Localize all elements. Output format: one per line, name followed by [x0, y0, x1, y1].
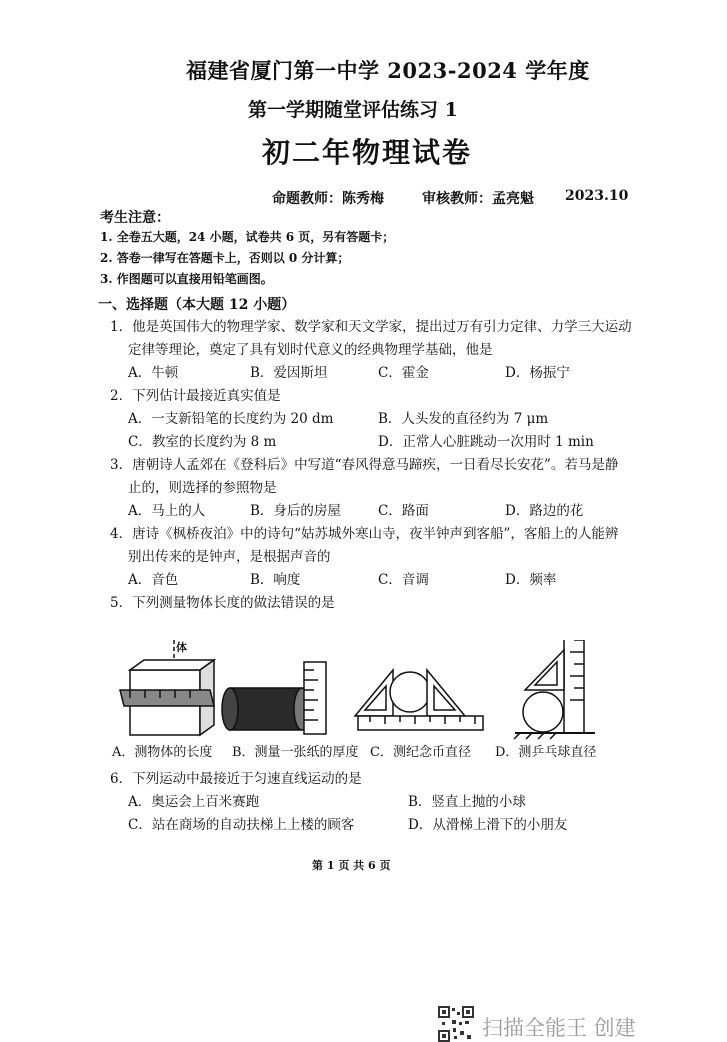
page-title: 初二年物理试卷 — [262, 136, 473, 169]
figure-a-block-ruler — [120, 640, 214, 735]
option-d: D．正常人心脏跳动一次用时 1 min — [378, 434, 594, 450]
option-d: D．路边的花 — [505, 503, 584, 519]
reviewer-label: 审核教师：孟亮魁 — [422, 191, 534, 207]
option-b: B．响度 — [250, 572, 301, 588]
exam-date: 2023.10 — [565, 188, 629, 204]
notes-heading: 考生注意： — [100, 210, 170, 226]
option-b: B．人头发的直径约为 7 μm — [378, 411, 549, 427]
question-stem: 定律等理论，奠定了具有划时代意义的经典物理学基础，他是 — [128, 342, 493, 358]
measurement-figures — [110, 640, 710, 740]
option-c: C．测纪念币直径 — [370, 745, 471, 760]
figure-d-ball-ruler — [514, 640, 595, 739]
page-number: 第 1 页 共 6 页 — [312, 859, 391, 872]
option-c: C．霍金 — [378, 365, 429, 381]
figure-b-paper-roll — [222, 662, 326, 734]
option-d: D．测乒乓球直径 — [495, 745, 597, 760]
question-stem: 4．唐诗《枫桥夜泊》中的诗句“姑苏城外寒山寺，夜半钟声到客船”，客船上的人能辨 — [110, 526, 619, 542]
question-stem: 5．下列测量物体长度的做法错误的是 — [110, 595, 335, 611]
exam-subtitle: 第一学期随堂评估练习 1 — [248, 99, 458, 121]
option-a: A．音色 — [128, 572, 179, 588]
option-a: A．马上的人 — [128, 503, 206, 519]
option-b: B．身后的房屋 — [250, 503, 341, 519]
setter-label: 命题教师：陈秀梅 — [272, 191, 384, 207]
note-item: 2. 答卷一律写在答题卡上，否则以 0 分计算； — [100, 251, 350, 265]
option-a: A．一支新铅笔的长度约为 20 dm — [128, 411, 334, 427]
option-b: B．测量一张纸的厚度 — [232, 745, 359, 760]
note-item: 1. 全卷五大题，24 小题，试卷共 6 页，另有答题卡； — [100, 230, 395, 244]
question-stem: 别出传来的是钟声，是根据声音的 — [128, 549, 331, 565]
note-item: 3. 作图题可以直接用铅笔画图。 — [100, 272, 273, 286]
question-stem: 6．下列运动中最接近于匀速直线运动的是 — [110, 771, 362, 787]
option-c: C．路面 — [378, 503, 429, 519]
figure-c-coin-triangles — [355, 670, 483, 730]
question-stem: 2．下列估计最接近真实值是 — [110, 388, 281, 404]
watermark-text: 扫描全能王 创建 — [482, 1016, 636, 1040]
option-b: B．竖直上抛的小球 — [408, 794, 526, 810]
option-c: C．音调 — [378, 572, 429, 588]
option-a: A．测物体的长度 — [112, 745, 213, 760]
option-d: D．频率 — [505, 572, 557, 588]
figure-label: 体 — [176, 641, 187, 654]
option-a: A．牛顿 — [128, 365, 179, 381]
school-title: 福建省厦门第一中学 2023-2024 学年度 — [186, 58, 590, 83]
option-d: D．从滑梯上滑下的小朋友 — [408, 817, 568, 833]
question-stem: 1．他是英国伟大的物理学家、数学家和天文学家，提出过万有引力定律、力学三大运动 — [110, 319, 632, 335]
option-a: A．奥运会上百米赛跑 — [128, 794, 260, 810]
section-heading: 一、选择题（本大题 12 小题） — [98, 297, 296, 313]
option-c: C．教室的长度约为 8 m — [128, 434, 277, 450]
option-b: B．爱因斯坦 — [250, 365, 328, 381]
option-d: D．杨振宁 — [505, 365, 570, 381]
qr-code-icon — [438, 1006, 474, 1042]
option-c: C．站在商场的自动扶梯上上楼的顾客 — [128, 817, 355, 833]
question-stem: 3．唐朝诗人孟郊在《登科后》中写道“春风得意马蹄疾，一日看尽长安花”。若马是静 — [110, 457, 619, 473]
question-stem: 止的，则选择的参照物是 — [128, 480, 277, 496]
